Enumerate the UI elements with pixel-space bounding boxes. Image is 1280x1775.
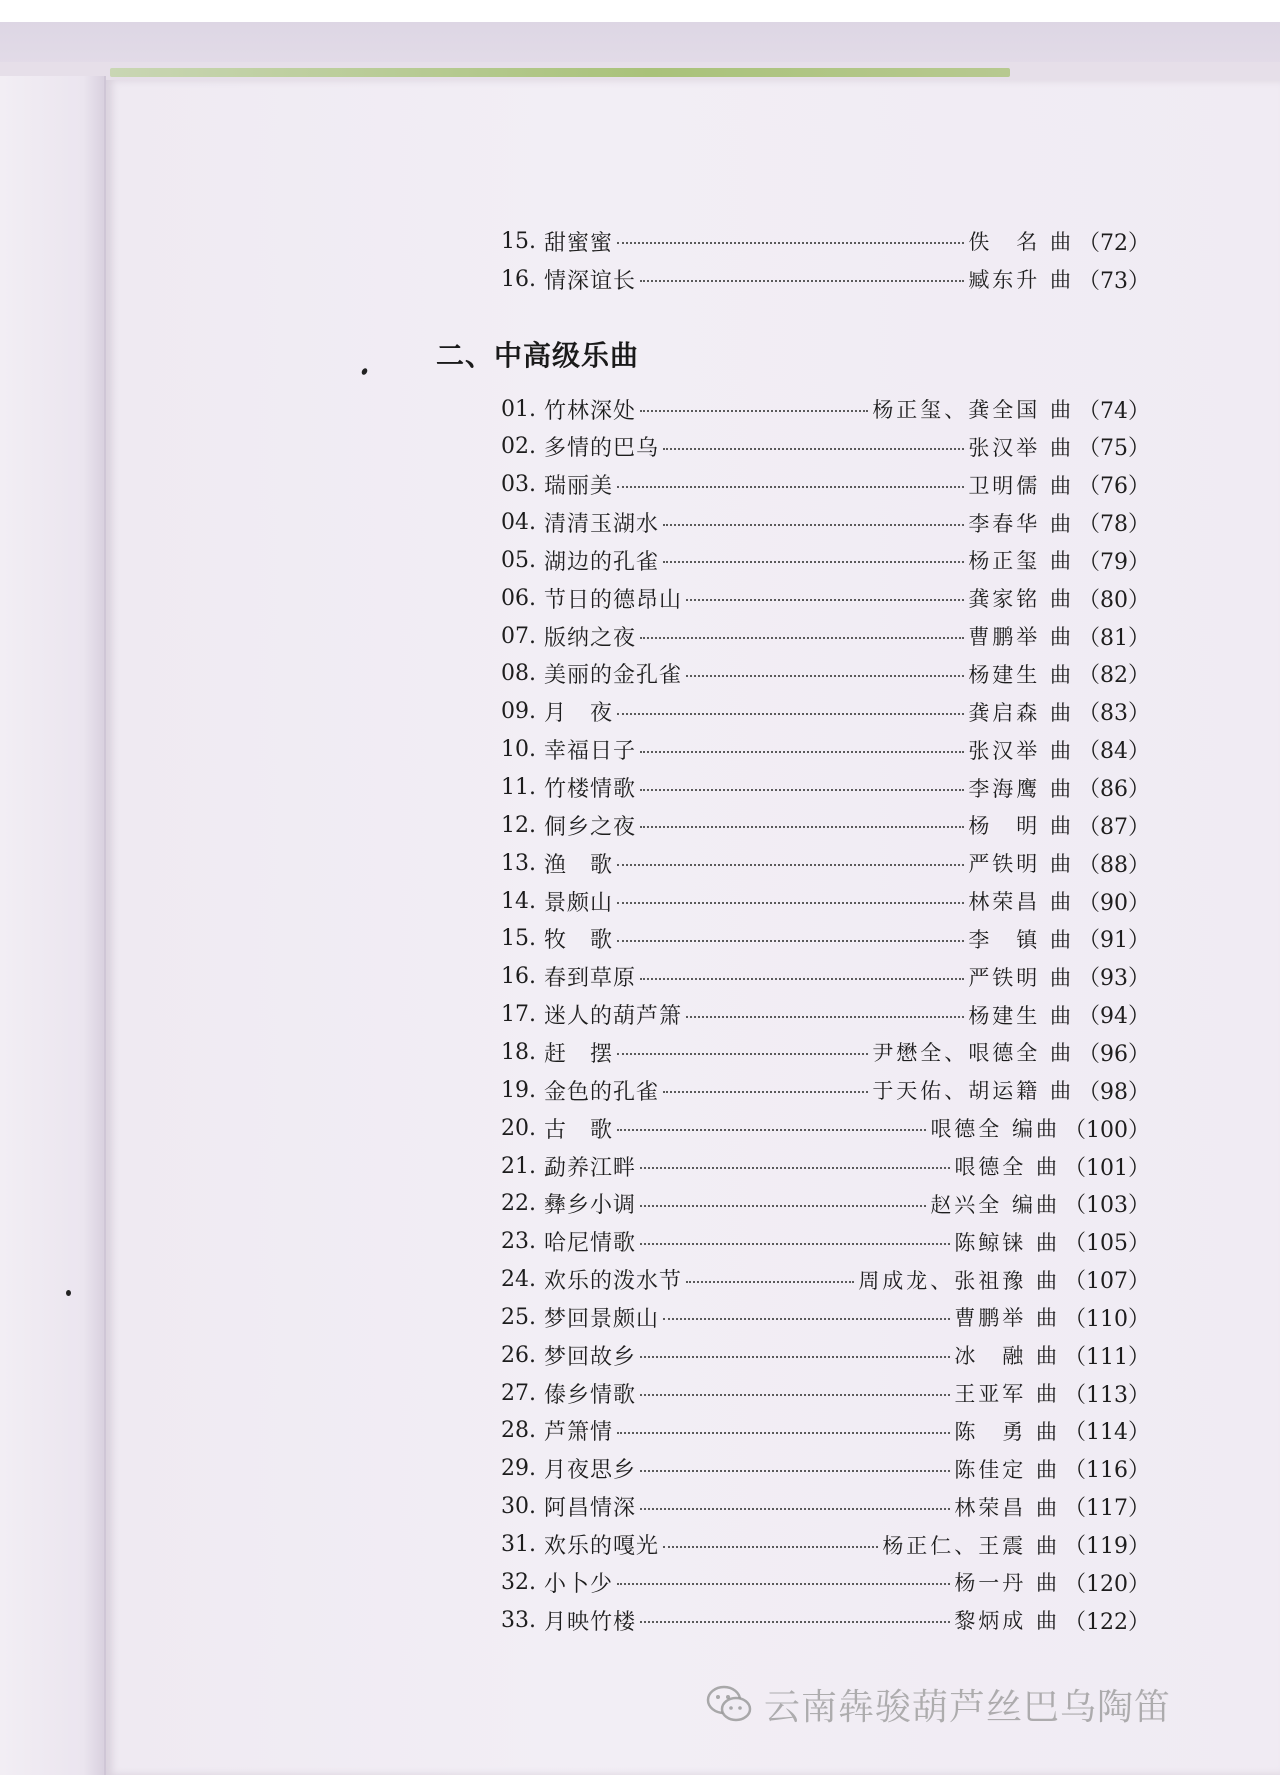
entry-title: 多情的巴乌 — [544, 436, 660, 462]
entry-title: 梦回景颇山 — [544, 1306, 660, 1332]
dot-leader — [663, 1546, 878, 1548]
toc-entry — [490, 1265, 1150, 1295]
entry-number: 14. — [501, 888, 536, 914]
toc-entry — [490, 1340, 1150, 1370]
dot-leader — [617, 864, 964, 866]
toc-entry — [490, 1037, 1150, 1067]
entry-credit: 王亚军 曲 — [954, 1382, 1060, 1407]
entry-page: （101） — [1064, 1155, 1150, 1181]
dot-leader — [640, 1394, 950, 1396]
entry-credit: 臧东升 曲 — [968, 268, 1074, 292]
dot-leader — [686, 1281, 854, 1283]
toc-entry — [490, 659, 1150, 689]
entry-page: （103） — [1064, 1193, 1150, 1219]
toc-entry — [490, 1000, 1150, 1030]
toc-entry — [490, 810, 1150, 840]
entry-credit: 龚家铭 曲 — [968, 587, 1074, 612]
entry-credit: 尹懋全、哏德全 曲 — [872, 1041, 1074, 1066]
entry-title: 月夜思乡 — [544, 1458, 637, 1484]
entry-credit: 赵兴全 编曲 — [930, 1192, 1060, 1217]
entry-number: 15. — [501, 926, 536, 952]
ink-speck — [66, 1290, 71, 1296]
entry-credit: 冰 融 曲 — [954, 1344, 1060, 1369]
entry-title: 侗乡之夜 — [544, 814, 637, 840]
entry-number: 13. — [501, 850, 536, 876]
entry-page: （76） — [1078, 474, 1150, 500]
entry-number: 17. — [501, 1002, 536, 1028]
toc-entry — [490, 886, 1150, 916]
entry-credit: 哏德全 编曲 — [930, 1117, 1060, 1142]
entry-number: 31. — [501, 1532, 536, 1557]
page-edge-strip — [110, 68, 1010, 77]
entry-page: （75） — [1078, 436, 1150, 462]
entry-page: （82） — [1078, 663, 1150, 689]
entry-title: 节日的德昂山 — [544, 587, 683, 613]
entry-credit: 杨正仁、王震 曲 — [882, 1533, 1060, 1558]
entry-page: （117） — [1064, 1496, 1150, 1522]
entry-page: （122） — [1064, 1609, 1150, 1635]
entry-title: 瑞丽美 — [544, 474, 614, 500]
entry-number: 20. — [501, 1115, 536, 1141]
entry-page: （93） — [1078, 966, 1150, 992]
dot-leader — [640, 1508, 950, 1510]
entry-page: （81） — [1078, 625, 1150, 651]
entry-credit: 于天佑、胡运籍 曲 — [872, 1079, 1074, 1104]
dot-leader — [640, 1356, 950, 1358]
entry-number: 25. — [501, 1304, 536, 1330]
dot-leader — [640, 1205, 926, 1207]
dot-leader — [617, 242, 964, 244]
entry-page: （107） — [1064, 1269, 1150, 1295]
entry-page: （73） — [1078, 268, 1150, 294]
entry-title: 小卜少 — [544, 1571, 614, 1597]
dot-leader — [663, 524, 964, 526]
entry-title: 幸福日子 — [544, 739, 637, 765]
entry-credit: 杨 明 曲 — [968, 814, 1074, 839]
entry-number: 32. — [501, 1569, 536, 1595]
toc-entry — [490, 1530, 1150, 1560]
dot-leader — [640, 751, 964, 753]
toc-entry — [490, 1416, 1150, 1446]
entry-title: 古 歌 — [544, 1117, 614, 1143]
entry-page: （119） — [1064, 1534, 1150, 1559]
dot-leader — [640, 1621, 950, 1623]
entry-credit: 周成龙、张祖豫 曲 — [858, 1268, 1060, 1293]
toc-entry — [490, 394, 1150, 424]
entry-title: 彝乡小调 — [544, 1193, 637, 1219]
entry-credit: 严铁明 曲 — [968, 852, 1074, 877]
entry-number: 16. — [501, 266, 536, 292]
entry-title: 春到草原 — [544, 966, 637, 992]
entry-page: （120） — [1064, 1571, 1150, 1597]
entry-number: 28. — [501, 1418, 536, 1444]
dot-leader — [617, 940, 964, 942]
toc-entry — [490, 1302, 1150, 1332]
dot-leader — [686, 1016, 964, 1018]
entry-number: 29. — [501, 1456, 536, 1482]
entry-number: 18. — [501, 1039, 536, 1065]
dot-leader — [640, 1167, 950, 1169]
dot-leader — [640, 280, 964, 282]
entry-title: 傣乡情歌 — [544, 1382, 637, 1408]
entry-credit: 严铁明 曲 — [968, 965, 1074, 990]
watermark — [706, 1680, 1171, 1728]
toc-entry — [490, 583, 1150, 613]
entry-credit: 李春华 曲 — [968, 511, 1074, 536]
toc-entry — [490, 1378, 1150, 1408]
dot-leader — [617, 1432, 950, 1434]
toc-entry — [490, 735, 1150, 765]
entry-credit: 曹鹏举 曲 — [968, 625, 1074, 650]
entry-title: 赶 摆 — [544, 1041, 614, 1067]
entry-credit: 陈佳定 曲 — [954, 1457, 1060, 1482]
entry-page: （100） — [1064, 1117, 1150, 1143]
entry-title: 情深谊长 — [544, 268, 637, 294]
entry-credit: 张汉举 曲 — [968, 738, 1074, 763]
entry-credit: 哏德全 曲 — [954, 1155, 1060, 1179]
entry-number: 21. — [501, 1153, 536, 1179]
entry-title: 牧 歌 — [544, 928, 614, 954]
entry-page: （91） — [1078, 928, 1150, 954]
entry-number: 03. — [501, 472, 536, 498]
entry-credit: 陈 勇 曲 — [954, 1419, 1060, 1444]
toc-entry — [490, 1075, 1150, 1105]
dot-leader — [663, 561, 964, 563]
entry-number: 19. — [501, 1077, 536, 1103]
toc-entry — [490, 848, 1150, 878]
dot-leader — [617, 1583, 950, 1585]
toc-entry — [490, 470, 1150, 500]
watermark-text: 云南犇骏葫芦丝巴乌陶笛 — [764, 1686, 1172, 1728]
entry-title: 勐养江畔 — [544, 1155, 637, 1181]
scan-top-margin — [0, 0, 1280, 22]
entry-page: （72） — [1078, 230, 1150, 256]
entry-credit: 曹鹏举 曲 — [954, 1306, 1060, 1331]
entry-page: （86） — [1078, 777, 1150, 802]
entry-title: 渔 歌 — [544, 852, 614, 878]
entry-page: （98） — [1078, 1079, 1150, 1105]
entry-page: （110） — [1064, 1306, 1150, 1332]
dot-leader — [640, 410, 868, 412]
entry-credit: 黎炳成 曲 — [954, 1609, 1060, 1634]
dot-leader — [640, 826, 964, 828]
entry-page: （94） — [1078, 1004, 1150, 1030]
entry-title: 金色的孔雀 — [544, 1079, 660, 1105]
entry-title: 景颇山 — [544, 890, 614, 916]
entry-credit: 龚启森 曲 — [968, 700, 1074, 725]
entry-page: （90） — [1078, 890, 1150, 916]
entry-page: （111） — [1064, 1344, 1150, 1370]
entry-page: （80） — [1078, 587, 1150, 613]
dot-leader — [617, 486, 964, 488]
entry-title: 竹林深处 — [544, 398, 637, 424]
dot-leader — [640, 637, 964, 639]
toc-entry — [490, 264, 1150, 294]
entry-credit: 佚 名 曲 — [968, 230, 1074, 254]
toc-entry — [490, 1605, 1150, 1635]
entry-page: （96） — [1078, 1041, 1150, 1067]
dot-leader — [617, 1053, 868, 1055]
entry-title: 欢乐的泼水节 — [544, 1269, 683, 1295]
entry-number: 16. — [501, 964, 536, 990]
entry-page: （116） — [1064, 1458, 1150, 1484]
entry-title: 迷人的葫芦箫 — [544, 1004, 683, 1030]
entry-number: 02. — [501, 434, 536, 460]
entry-title: 版纳之夜 — [544, 625, 637, 651]
toc-entry — [490, 545, 1150, 575]
dot-leader — [640, 1243, 950, 1245]
toc-entry — [490, 1492, 1150, 1522]
entry-number: 06. — [501, 585, 536, 611]
toc-entry — [490, 962, 1150, 992]
dot-leader — [663, 1091, 868, 1093]
dot-leader — [617, 713, 964, 715]
entry-title: 月 夜 — [544, 701, 614, 727]
entry-title: 竹楼情歌 — [544, 777, 637, 802]
dot-leader — [640, 1470, 950, 1472]
entry-title: 月映竹楼 — [544, 1609, 637, 1635]
dot-leader — [663, 1318, 950, 1320]
entry-title: 芦箫情 — [544, 1420, 614, 1446]
dot-leader — [617, 902, 964, 904]
entry-page: （79） — [1078, 549, 1150, 575]
entry-credit: 张汉举 曲 — [968, 435, 1074, 460]
entry-credit: 林荣昌 曲 — [968, 890, 1074, 915]
toc-entry — [490, 508, 1150, 538]
entry-number: 07. — [501, 623, 536, 649]
entry-number: 24. — [501, 1267, 536, 1293]
entry-number: 11. — [501, 775, 536, 800]
entry-page: （114） — [1064, 1420, 1150, 1446]
entry-credit: 杨正玺、龚全国 曲 — [872, 398, 1074, 422]
entry-number: 33. — [501, 1607, 536, 1633]
entry-title: 清清玉湖水 — [544, 512, 660, 538]
dot-leader — [686, 675, 964, 677]
entry-page: （88） — [1078, 852, 1150, 878]
entry-title: 甜蜜蜜 — [544, 230, 614, 256]
entry-title: 美丽的金孔雀 — [544, 663, 683, 689]
toc-entry — [490, 1567, 1150, 1597]
dot-leader — [663, 448, 964, 450]
entry-credit: 林荣昌 曲 — [954, 1495, 1060, 1520]
entry-number: 04. — [501, 510, 536, 536]
entry-credit: 李海鹰 曲 — [968, 776, 1074, 801]
entry-credit: 李 镇 曲 — [968, 927, 1074, 952]
entry-title: 梦回故乡 — [544, 1344, 637, 1370]
toc-entry — [490, 697, 1150, 727]
toc-entry — [490, 1151, 1150, 1181]
entry-number: 09. — [501, 699, 536, 725]
entry-page: （87） — [1078, 814, 1150, 840]
entry-title: 欢乐的嘎光 — [544, 1534, 660, 1559]
entry-page: （83） — [1078, 701, 1150, 727]
entry-page: （74） — [1078, 398, 1150, 424]
toc-entry — [490, 1189, 1150, 1219]
dot-leader — [686, 599, 964, 601]
entry-number: 27. — [501, 1380, 536, 1406]
entry-credit: 杨建生 曲 — [968, 662, 1074, 687]
entry-number: 23. — [501, 1229, 536, 1255]
entry-credit: 杨一丹 曲 — [954, 1571, 1060, 1596]
toc-entry — [490, 924, 1150, 954]
entry-number: 08. — [501, 661, 536, 687]
entry-number: 01. — [501, 396, 536, 422]
toc-entry — [490, 773, 1150, 803]
dot-leader — [617, 1129, 926, 1131]
dot-leader — [640, 978, 964, 980]
left-page-leaf — [0, 76, 106, 1775]
entry-credit: 杨建生 曲 — [968, 1003, 1074, 1028]
entry-number: 30. — [501, 1494, 536, 1520]
entry-title: 湖边的孔雀 — [544, 549, 660, 575]
toc-entry — [490, 432, 1150, 462]
entry-number: 15. — [501, 228, 536, 254]
section-heading: 二、中高级乐曲 — [436, 339, 640, 372]
entry-page: （113） — [1064, 1382, 1150, 1408]
toc-entry — [490, 1113, 1150, 1143]
toc-entry — [490, 226, 1150, 256]
wechat-icon — [706, 1684, 752, 1724]
entry-number: 12. — [501, 812, 536, 838]
toc-entry — [490, 1227, 1150, 1257]
entry-credit: 陈鲸铼 曲 — [954, 1230, 1060, 1255]
dot-leader — [640, 789, 964, 791]
entry-credit: 卫明儒 曲 — [968, 473, 1074, 498]
entry-credit: 杨正玺 曲 — [968, 549, 1074, 574]
toc-entry — [490, 621, 1150, 651]
entry-number: 05. — [501, 547, 536, 573]
entry-title: 哈尼情歌 — [544, 1231, 637, 1257]
entry-title: 阿昌情深 — [544, 1496, 637, 1522]
toc-entry — [490, 1454, 1150, 1484]
entry-number: 10. — [501, 737, 536, 763]
entry-page: （78） — [1078, 512, 1150, 538]
entry-page: （105） — [1064, 1231, 1150, 1257]
entry-number: 26. — [501, 1342, 536, 1368]
entry-page: （84） — [1078, 739, 1150, 765]
entry-number: 22. — [501, 1191, 536, 1217]
